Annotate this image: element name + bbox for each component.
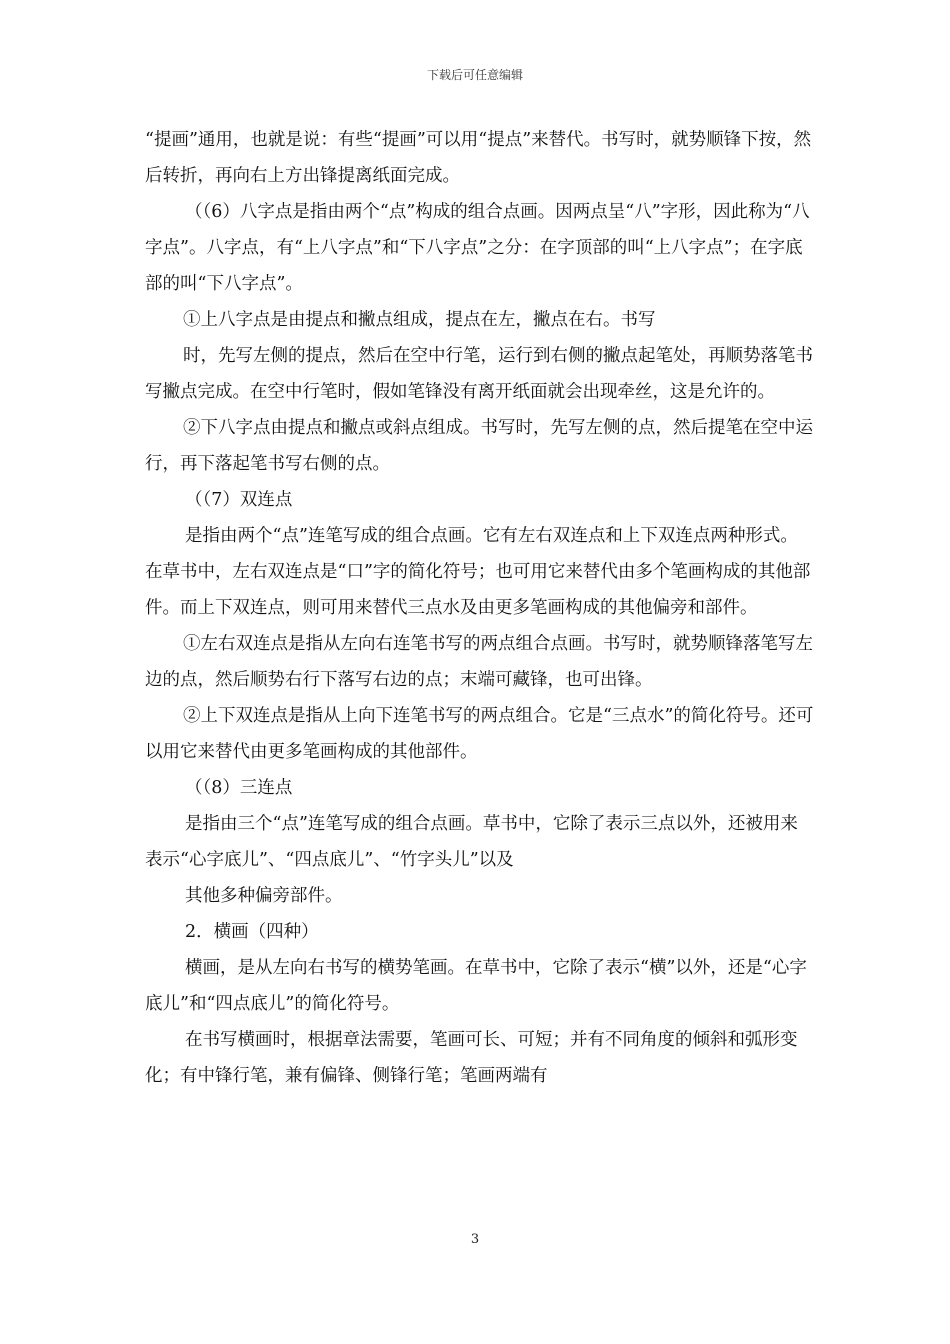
paragraph: 是指由三个“点”连笔写成的组合点画。草书中，它除了表示三点以外，还被用来表示“心字底儿”、“四点底儿”、“竹字头儿”以及 [145, 814, 798, 870]
paragraph: （（7）双连点 [185, 490, 293, 510]
paragraph: （（8）三连点 [185, 778, 293, 798]
paragraph: 在书写横画时，根据章法需要，笔画可长、可短；并有不同角度的倾斜和弧形变化；有中锋行笔，兼有偏锋、侧锋行笔；笔画两端有 [145, 1030, 798, 1086]
paragraph: ①左右双连点是指从左向右连笔书写的两点组合点画。书写时，就势顺锋落笔写左边的点，然后顺势右行下落写右边的点；末端可藏锋，也可出锋。 [145, 634, 813, 690]
paragraph: 2．横画（四种） [185, 922, 319, 942]
paragraph: （（6）八字点是指由两个“点”构成的组合点画。因两点呈“八”字形，因此称为“八字点”。八字点，有“上八字点”和“下八字点”之分：在字顶部的叫“上八字点”；在字底部的叫“下八字点”。 [145, 202, 810, 294]
paragraph: 是指由两个“点”连笔写成的组合点画。它有左右双连点和上下双连点两种形式。在草书中，左右双连点是“口”字的简化符号；也可用它来替代由多个笔画构成的其他部件。而上下双连点，则可用来替代三点水及由更多笔画构成的其他偏旁和部件。 [145, 526, 811, 618]
paragraph: ②下八字点由提点和撇点或斜点组成。书写时，先写左侧的点，然后提笔在空中运行，再下落起笔书写右侧的点。 [145, 418, 813, 474]
paragraph: ②上下双连点是指从上向下连笔书写的两点组合。它是“三点水”的简化符号。还可以用它来替代由更多笔画构成的其他部件。 [145, 706, 814, 762]
paragraph: 时，先写左侧的提点，然后在空中行笔，运行到右侧的撇点起笔处，再顺势落笔书写撇点完成。在空中行笔时，假如笔锋没有离开纸面就会出现牵丝，这是允许的。 [145, 346, 813, 402]
paragraph: 其他多种偏旁部件。 [185, 886, 343, 906]
paragraph: ①上八字点是由提点和撇点组成，提点在左，撇点在右。书写 [183, 310, 656, 330]
body-text [145, 122, 815, 1094]
paragraph: 横画，是从左向右书写的横势笔画。在草书中，它除了表示“横”以外，还是“心字底儿”和“四点底儿”的简化符号。 [145, 958, 807, 1014]
page-header: 下载后可任意编辑 [426, 68, 523, 82]
paragraph: “提画”通用，也就是说：有些“提画”可以用“提点”来替代。书写时，就势顺锋下按，然后转折，再向右上方出锋提离纸面完成。 [145, 130, 812, 186]
page-number: 3 [470, 1232, 480, 1247]
